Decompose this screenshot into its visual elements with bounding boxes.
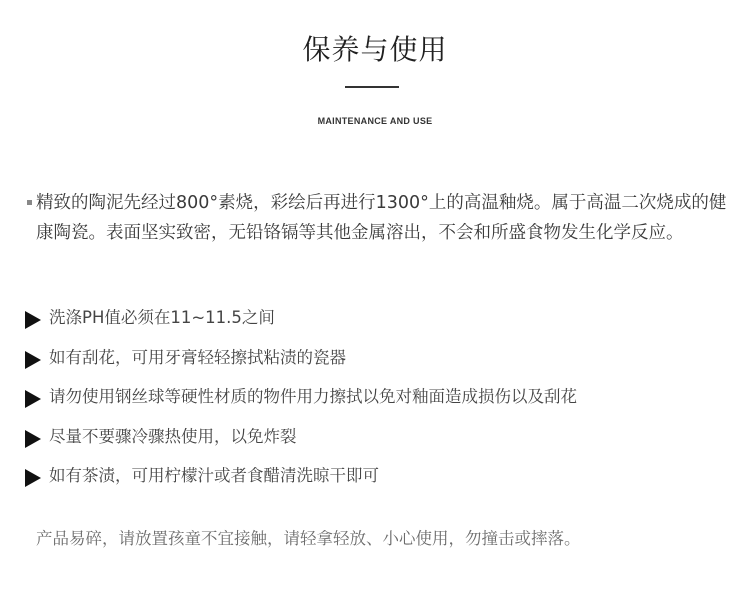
triangle-arrow-icon — [25, 430, 41, 448]
list-item — [25, 384, 725, 424]
triangle-arrow-icon — [25, 351, 41, 369]
page-subtitle: MAINTENANCE AND USE — [317, 116, 433, 126]
intro-paragraph: 精致的陶泥先经过800°素烧，彩绘后再进行1300°上的高温釉烧。属于高温二次烧成的健康陶瓷。表面坚实致密，无铅铬镉等其他金属溶出，不会和所盛食物发生化学反应。 — [36, 193, 727, 243]
list-item — [25, 305, 725, 345]
list-item — [25, 463, 725, 503]
intro-section — [27, 188, 727, 248]
title-divider — [345, 86, 399, 88]
tip-text: 如有刮花，可用牙膏轻轻擦拭粘渍的瓷器 — [49, 347, 346, 367]
fragile-warning: 产品易碎，请放置孩童不宜接触，请轻拿轻放、小心使用，勿撞击或摔落。 — [36, 529, 581, 548]
tip-text: 请勿使用钢丝球等硬性材质的物件用力擦拭以免对釉面造成损伤以及刮花 — [49, 387, 577, 406]
triangle-arrow-icon — [25, 469, 41, 487]
triangle-arrow-icon — [25, 390, 41, 408]
tip-text: 洗涤PH值必须在11~11.5之间 — [49, 308, 275, 327]
page-title: 保养与使用 — [302, 33, 448, 66]
triangle-arrow-icon — [25, 311, 41, 329]
list-item — [25, 345, 725, 385]
care-tips-list — [25, 305, 725, 503]
tip-text: 如有茶渍，可用柠檬汁或者食醋清洗晾干即可 — [49, 466, 379, 485]
square-bullet-icon — [27, 200, 32, 205]
tip-text: 尽量不要骤冷骤热使用，以免炸裂 — [49, 426, 297, 446]
list-item — [25, 424, 725, 464]
